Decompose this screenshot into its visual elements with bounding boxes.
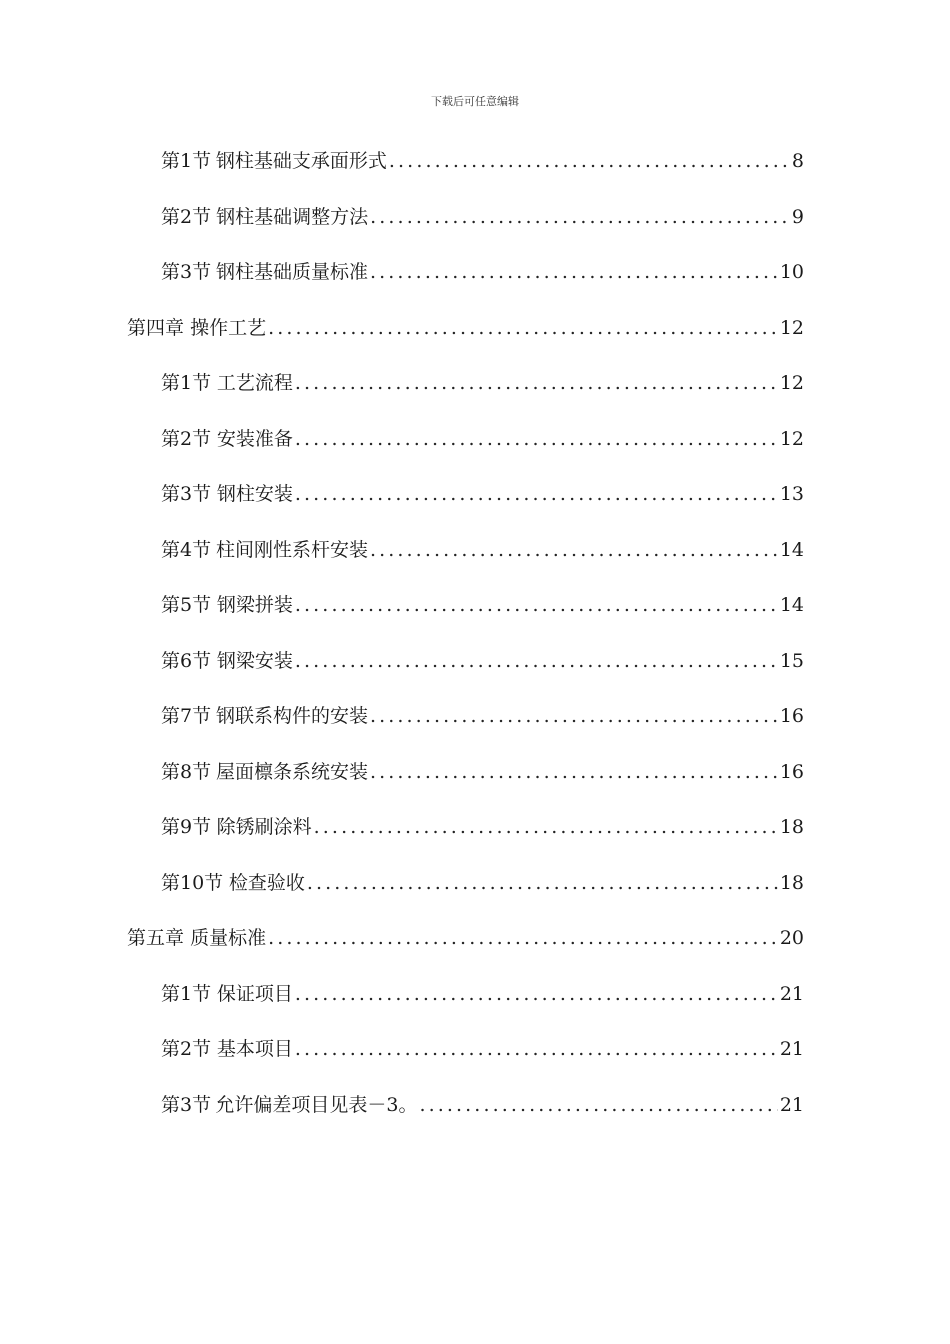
toc-entry[interactable] xyxy=(161,590,804,620)
dot-leader xyxy=(368,701,778,731)
toc-entry-title: 检查验收 xyxy=(228,872,305,894)
toc-entry[interactable] xyxy=(161,701,804,731)
toc-entry-number: 第四章 xyxy=(127,317,185,339)
dot-leader xyxy=(293,479,778,509)
toc-entry-title: 质量标准 xyxy=(190,927,267,949)
dot-leader xyxy=(293,590,778,620)
toc-entry-title: 钢梁安装 xyxy=(216,650,293,672)
toc-entry-page: 14 xyxy=(779,594,804,616)
toc-entry[interactable] xyxy=(161,257,804,287)
toc-entry[interactable] xyxy=(161,757,804,787)
dot-leader xyxy=(293,368,778,398)
dot-leader xyxy=(293,424,778,454)
toc-entry-number: 第7节 xyxy=(161,705,212,727)
toc-entry-number: 第6节 xyxy=(161,650,212,672)
toc-chapter-entry[interactable] xyxy=(127,923,804,953)
toc-entry-number: 第10节 xyxy=(161,872,224,894)
toc-entry-page: 16 xyxy=(779,705,804,727)
dot-leader xyxy=(387,146,790,176)
toc-entry-page: 10 xyxy=(779,261,804,283)
toc-entry-title: 操作工艺 xyxy=(190,317,267,339)
toc-entry-title: 柱间刚性系杆安装 xyxy=(215,539,368,561)
dot-leader xyxy=(417,1090,777,1120)
toc-entry-number: 第3节 xyxy=(161,261,212,283)
toc-entry-page: 18 xyxy=(779,872,804,894)
toc-entry-number: 第2节 xyxy=(161,428,212,450)
toc-entry-page: 14 xyxy=(779,539,804,561)
toc-entry-page: 15 xyxy=(779,650,804,672)
toc-entry[interactable] xyxy=(161,646,804,676)
dot-leader xyxy=(305,868,778,898)
toc-entry-number: 第1节 xyxy=(161,372,212,394)
toc-entry-page: 8 xyxy=(791,150,804,172)
toc-chapter-entry[interactable] xyxy=(127,313,804,343)
toc-entry-page: 20 xyxy=(779,927,804,949)
dot-leader xyxy=(293,646,778,676)
dot-leader xyxy=(293,1034,778,1064)
toc-entry-number: 第1节 xyxy=(161,983,212,1005)
dot-leader xyxy=(293,979,778,1009)
toc-entry-title: 除锈刷涂料 xyxy=(216,816,312,838)
toc-entry-title: 安装准备 xyxy=(216,428,293,450)
toc-entry-number: 第3节 xyxy=(161,483,212,505)
toc-entry[interactable] xyxy=(161,1090,804,1120)
toc-entry-number: 第9节 xyxy=(161,816,212,838)
toc-entry[interactable] xyxy=(161,368,804,398)
dot-leader xyxy=(266,313,778,343)
toc-entry-title: 钢柱基础支承面形式 xyxy=(215,150,387,172)
toc-entry[interactable] xyxy=(161,812,804,842)
toc-entry-page: 18 xyxy=(779,816,804,838)
dot-leader xyxy=(312,812,778,842)
toc-entry-title: 允许偏差项目见表－3。 xyxy=(215,1094,418,1116)
toc-entry-number: 第3节 xyxy=(161,1094,212,1116)
toc-entry-page: 12 xyxy=(779,317,804,339)
toc-entry[interactable] xyxy=(161,979,804,1009)
toc-entry-title: 钢梁拼装 xyxy=(216,594,293,616)
toc-entry-number: 第4节 xyxy=(161,539,212,561)
toc-entry[interactable] xyxy=(161,535,804,565)
toc-entry-title: 屋面檩条系统安装 xyxy=(215,761,368,783)
toc-entry-title: 保证项目 xyxy=(216,983,293,1005)
toc-entry-title: 基本项目 xyxy=(216,1038,293,1060)
dot-leader xyxy=(266,923,778,953)
toc-entry[interactable] xyxy=(161,424,804,454)
dot-leader xyxy=(368,757,778,787)
toc-entry-title: 钢柱基础调整方法 xyxy=(216,206,369,228)
toc-entry-page: 21 xyxy=(779,983,804,1005)
toc-entry-number: 第8节 xyxy=(161,761,212,783)
toc-entry-page: 9 xyxy=(791,206,804,228)
toc-entry[interactable] xyxy=(161,1034,804,1064)
toc-entry-page: 21 xyxy=(779,1038,804,1060)
toc-entry-page: 12 xyxy=(779,428,804,450)
toc-entry-page: 21 xyxy=(779,1094,804,1116)
toc-entry[interactable] xyxy=(161,146,804,176)
dot-leader xyxy=(368,257,778,287)
toc-entry[interactable] xyxy=(161,479,804,509)
toc-entry-number: 第5节 xyxy=(161,594,212,616)
toc-entry[interactable] xyxy=(161,202,804,232)
toc-entry-title: 钢柱基础质量标准 xyxy=(215,261,368,283)
dot-leader xyxy=(368,535,778,565)
toc-entry-number: 第五章 xyxy=(127,927,185,949)
toc-entry-page: 13 xyxy=(779,483,804,505)
toc-entry-number: 第2节 xyxy=(161,206,212,228)
toc-entry-title: 钢联系构件的安装 xyxy=(215,705,368,727)
page-header: 下载后可任意编辑 xyxy=(431,95,519,108)
toc-entry-page: 12 xyxy=(779,372,804,394)
toc-entry-number: 第2节 xyxy=(161,1038,212,1060)
toc-entry-title: 钢柱安装 xyxy=(216,483,293,505)
toc-entry-page: 16 xyxy=(779,761,804,783)
toc-entry[interactable] xyxy=(161,868,804,898)
toc-entry-number: 第1节 xyxy=(161,150,212,172)
dot-leader xyxy=(368,202,790,232)
toc-entry-title: 工艺流程 xyxy=(216,372,293,394)
